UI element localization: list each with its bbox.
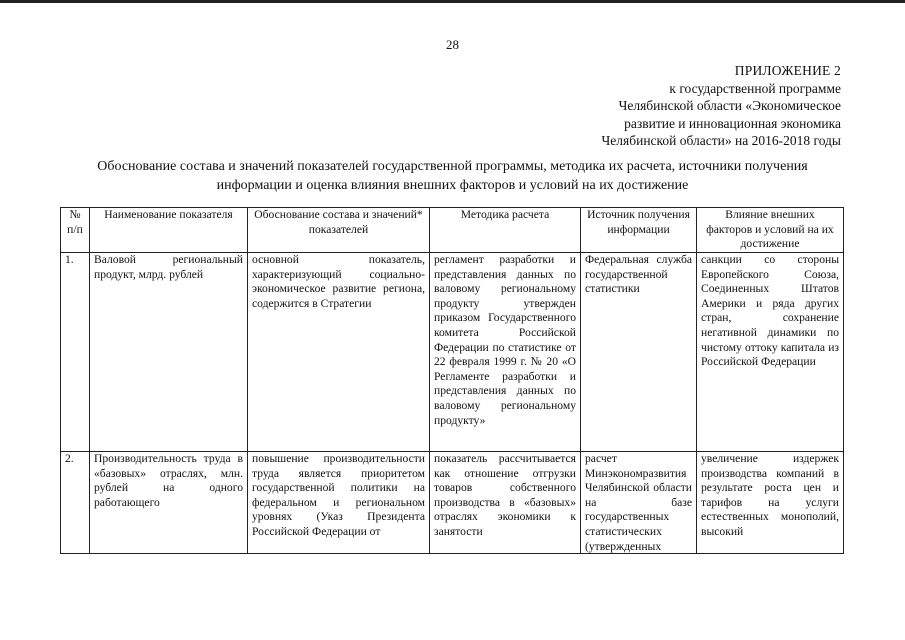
heading-line: Обоснование состава и значений показателей государственной программы, методика их расчета, источники получения [97, 159, 808, 174]
indicator-method [430, 452, 581, 554]
heading-line: информации и оценка влияния внешних факторов и условий на их достижение [216, 178, 689, 193]
indicator-source [581, 452, 697, 554]
cell-text: увеличение издержек производства компаний в результате роста цен и тарифов на услуги естественных монополий, высокий [701, 452, 839, 538]
header-method: Методика расчета [430, 208, 581, 253]
indicator-name: Валовой региональный продукт, млрд. рублей [90, 253, 248, 452]
indicator-source: Федеральная служба государственной статистики [581, 253, 697, 452]
table-header-row [61, 208, 844, 253]
header-number: № п/п [61, 208, 90, 253]
cell-text: Производительность труда в «базовых» отраслях, млн. рублей на одного работающего [94, 452, 243, 509]
appendix-title: ПРИЛОЖЕНИЕ 2 [734, 63, 841, 78]
appendix-line: Челябинской области «Экономическое [618, 98, 841, 113]
appendix-block [521, 62, 841, 150]
cell-text: показатель рассчитывается как отношение отгрузки товаров собственного производства в «базовых» отраслях экономики к занятости [434, 452, 576, 538]
indicator-influence [697, 452, 844, 554]
page-number: 28 [446, 37, 459, 52]
header-name: Наименование показателя [90, 208, 248, 253]
indicator-influence: санкции со стороны Европейского Союза, Соединенных Штатов Америки и ряда других стран, сохранение негативной динамики по чистому оттоку капитала из Российской Федерации [697, 253, 844, 452]
indicator-rationale [248, 452, 430, 554]
appendix-line: Челябинской области» на 2016-2018 годы [601, 133, 841, 148]
header-source: Источник получения информации [581, 208, 697, 253]
header-rationale: Обоснование состава и значений* показателей [248, 208, 430, 253]
cell-text: повышение производительности труда является приоритетом государственной политики на федеральном и региональном уровнях (Указ Президента Российской Федерации от [252, 452, 425, 538]
indicators-table [60, 207, 844, 554]
indicator-method: регламент разработки и представления данных по валовому региональному продукту утвержден приказом Государственного комитета Российской Федерации по статистике от 22 февраля 1999 г. № 20 «О Регламенте разработки и представления данных по валовому региональному продукту» [430, 253, 581, 452]
appendix-line: развитие и инновационная экономика [624, 115, 841, 131]
appendix-line: к государственной программе [669, 80, 841, 96]
row-number: 1. [61, 253, 90, 452]
header-influence: Влияние внешних факторов и условий на их достижение [697, 208, 844, 253]
cell-text: расчет Минэкономразвития Челябинской области на базе государственных статистических (утвержденных [585, 452, 692, 553]
indicator-rationale: основной показатель, характеризующий социально-экономическое развитие региона, содержится в Стратегии [248, 253, 430, 452]
cell-text: 2. [65, 452, 74, 465]
indicator-name [90, 452, 248, 554]
top-scan-border [0, 0, 905, 3]
table-row [61, 452, 844, 554]
table-row [61, 253, 844, 452]
row-number [61, 452, 90, 554]
document-heading [40, 157, 865, 195]
